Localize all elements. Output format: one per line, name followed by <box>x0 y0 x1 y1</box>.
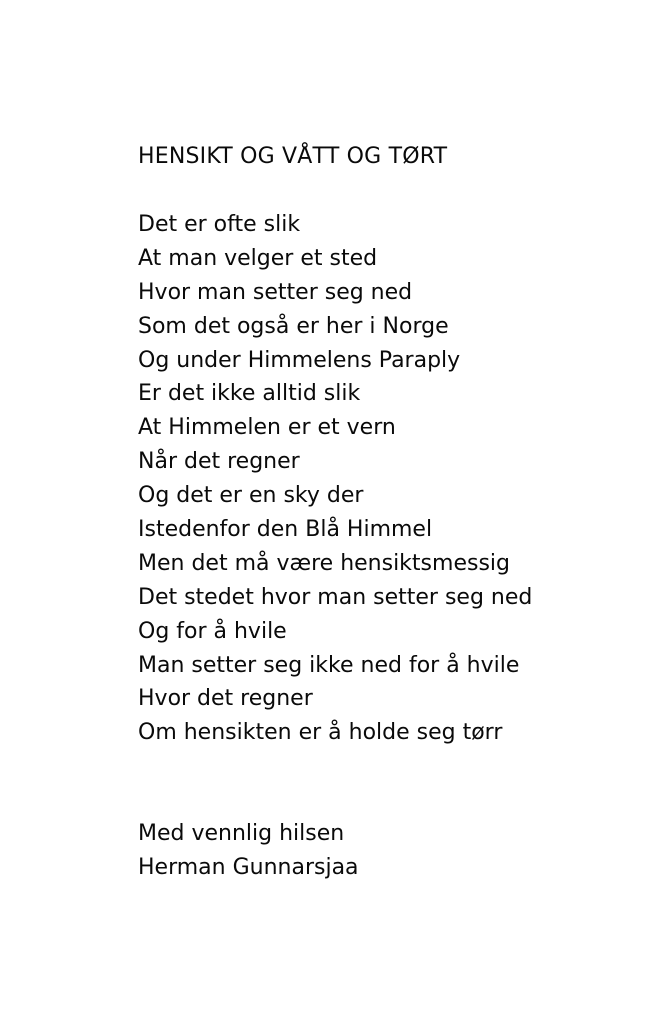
poem-line: Og under Himmelens Paraply <box>138 347 461 373</box>
closing-text: Med vennlig hilsen <box>138 821 345 847</box>
poem-line: Er det ikke alltid slik <box>138 381 361 407</box>
poem-line: Istedenfor den Blå Himmel <box>138 517 433 543</box>
poem-line: Det er ofte slik <box>138 212 301 237</box>
poem-line: Man setter seg ikke ned for å hvile <box>138 652 520 678</box>
author-name: Herman Gunnarsjaa <box>138 855 359 881</box>
poem-page <box>138 140 658 885</box>
poem-line: Og det er en sky der <box>138 483 364 509</box>
poem-line: At man velger et sted <box>138 245 378 271</box>
poem-line: Men det må være hensiktsmessig <box>138 550 510 576</box>
poem-line: Om hensikten er å holde seg tørr <box>138 720 503 746</box>
poem-line: Og for å hvile <box>138 618 287 644</box>
poem-line: Hvor det regner <box>138 686 313 712</box>
signature-block <box>138 817 658 885</box>
poem-title: HENSIKT OG VÅTT OG TØRT <box>138 144 448 169</box>
poem-line: Når det regner <box>138 449 300 475</box>
poem-line: Som det også er her i Norge <box>138 313 449 339</box>
poem-line: Hvor man setter seg ned <box>138 279 413 305</box>
poem-line: Det stedet hvor man setter seg ned <box>138 584 533 610</box>
poem-body <box>138 208 658 750</box>
poem-line: At Himmelen er et vern <box>138 415 396 441</box>
